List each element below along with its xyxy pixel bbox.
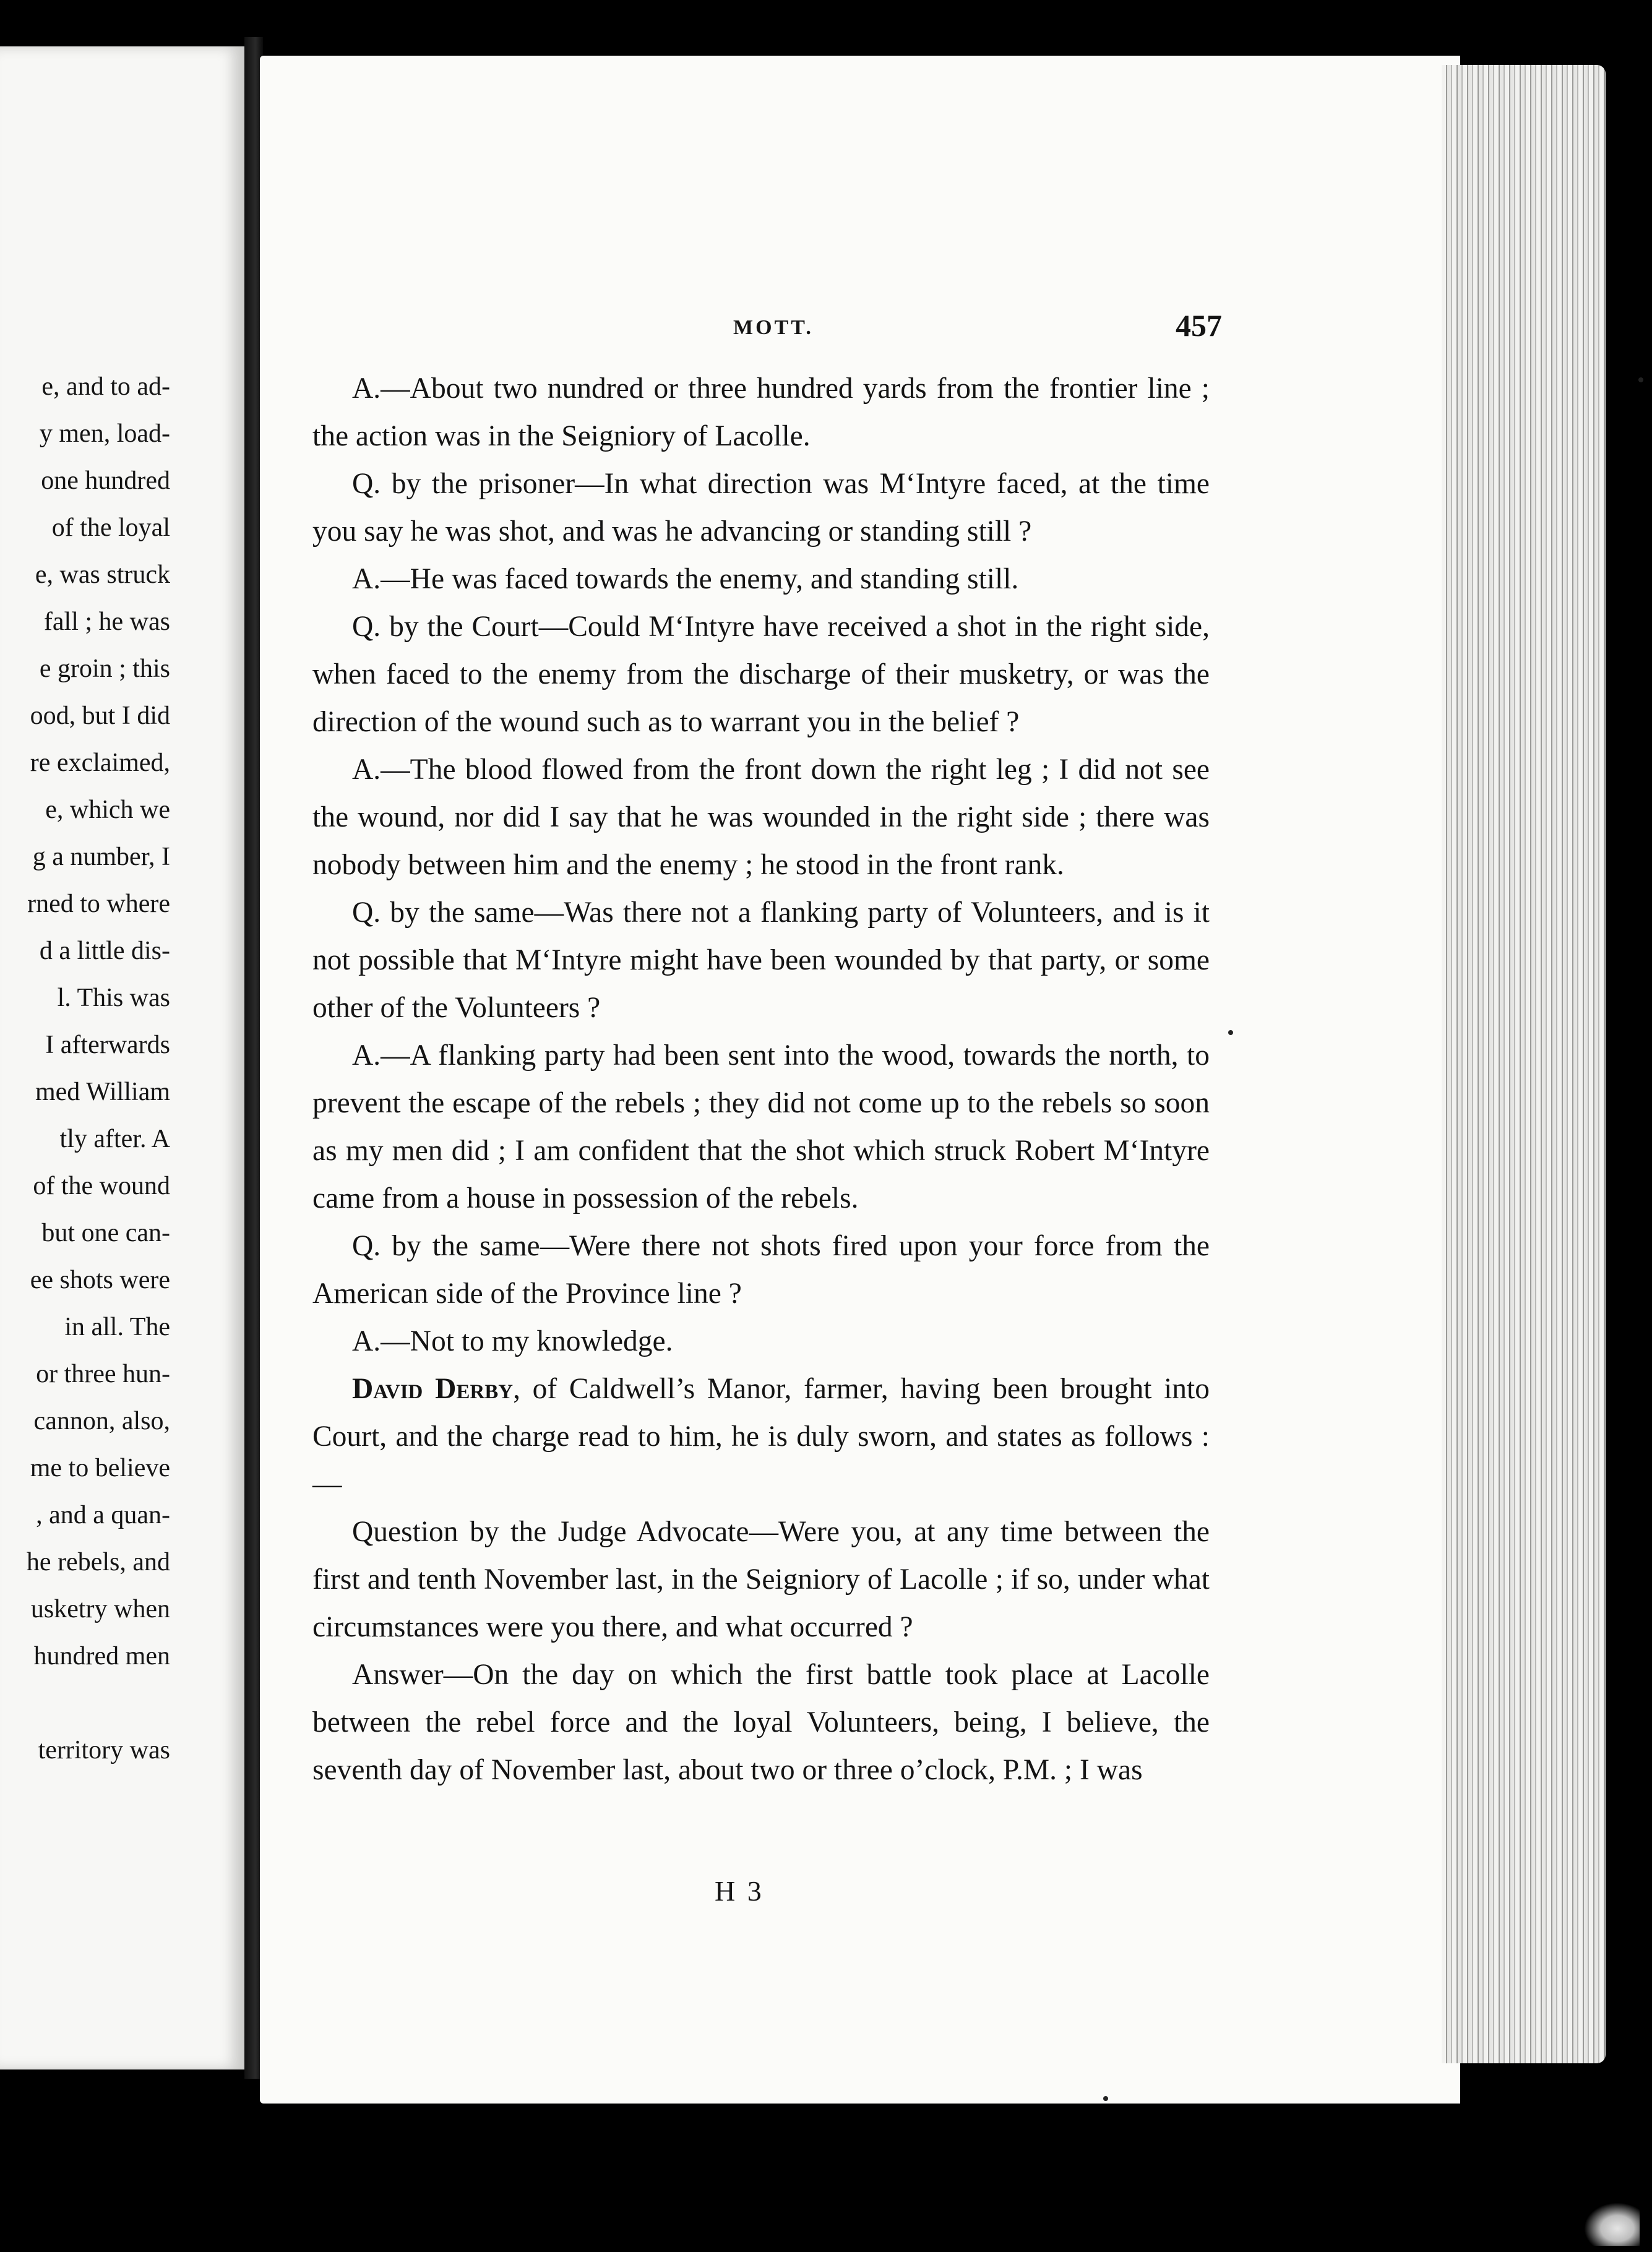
paragraph: A.—The blood flowed from the front down the right leg ; I did not see the wound, nor did I say that he was wounded in the right side ; there was nobody between him and the enemy ; he stood in the front rank. — [312, 754, 1210, 881]
previous-page-line: I afterwards — [45, 1031, 170, 1059]
witness-paragraph — [312, 1365, 1210, 1508]
paragraph: A.—He was faced towards the enemy, and standing still. — [352, 563, 1019, 595]
previous-page-line: usketry when — [30, 1595, 170, 1623]
previous-page-line: me to believe — [30, 1454, 170, 1482]
page-number: 457 — [1176, 308, 1222, 343]
speck — [1228, 1030, 1233, 1035]
previous-page-line: or three hun- — [36, 1360, 170, 1388]
previous-page-line: , and a quan- — [36, 1501, 170, 1529]
previous-page-line: rned to where — [27, 890, 170, 918]
signature-mark: H 3 — [715, 1875, 764, 1907]
previous-page-text — [0, 363, 170, 1774]
previous-page-line: l. This was — [57, 984, 170, 1012]
paragraph: Q. by the prisoner—In what direction was M‘Intyre faced, at the time you say he was shot, and was he advancing or standing still ? — [312, 468, 1210, 548]
previous-page-line: in all. The — [64, 1313, 170, 1341]
previous-page-line: of the loyal — [51, 514, 170, 542]
paragraph: Q. by the same—Was there not a flanking party of Volunteers, and is it not possible that M‘Intyre might have been wounded by that party, or some other of the Volunteers ? — [312, 896, 1210, 1024]
previous-page-line: e, was struck — [35, 561, 170, 589]
previous-page-line: y men, load- — [39, 419, 170, 448]
previous-page-line: ood, but I did — [30, 702, 170, 730]
corner-artifact — [1584, 2203, 1640, 2246]
paragraph: Question by the Judge Advocate—Were you, at any time between the first and tenth November last, in the Seigniory of Lacolle ; if so, under what circumstances were you there, and what occurred ? — [312, 1516, 1210, 1643]
previous-page-line: fall ; he was — [43, 608, 170, 636]
page-edges — [1442, 65, 1606, 2063]
paragraph: Q. by the same—Were there not shots fired upon your force from the American side of the Province line ? — [312, 1230, 1210, 1310]
previous-page-line: re exclaimed, — [30, 749, 170, 777]
paragraph: A.—About two nundred or three hundred yards from the frontier line ; the action was in the Seigniory of Lacolle. — [312, 372, 1210, 452]
speck — [1638, 377, 1643, 382]
previous-page-line: e, and to ad- — [41, 372, 170, 401]
paragraph: A.—Not to my knowledge. — [352, 1325, 673, 1357]
previous-page-line: hundred men — [33, 1642, 170, 1670]
page-text — [312, 365, 1210, 1794]
witness-intro: , of Caldwell’s Manor, farmer, having been brought into Court, and the charge read to him, he is duly sworn, and states as follows :— — [312, 1373, 1210, 1500]
previous-page-line: med William — [35, 1078, 170, 1106]
previous-page-line: one hundred — [41, 466, 170, 495]
previous-page-line: of the wound — [33, 1172, 170, 1200]
witness-name: David Derby — [352, 1373, 514, 1405]
previous-page-line: e groin ; this — [39, 655, 170, 683]
previous-page-line: e, which we — [45, 796, 170, 824]
paragraph: A.—A flanking party had been sent into the wood, towards the north, to prevent the escape of the rebels ; they did not come up to the rebels so soon as my men did ; I am confident that the shot which struck Robert M‘Intyre came from a house in possession of the rebels. — [312, 1039, 1210, 1214]
previous-page-line: g a number, I — [32, 843, 170, 871]
previous-page-line: cannon, also, — [33, 1407, 170, 1435]
page-header — [312, 307, 1222, 351]
paragraph: Q. by the Court—Could M‘Intyre have received a shot in the right side, when faced to the enemy from the discharge of their musketry, or was the direction of the wound such as to warrant you in the belief ? — [312, 611, 1210, 738]
previous-page-line — [0, 1680, 170, 1727]
previous-page-line: but one can- — [41, 1219, 170, 1247]
previous-page-line: he rebels, and — [26, 1548, 170, 1576]
paragraph: Answer—On the day on which the first battle took place at Lacolle between the rebel force and the loyal Volunteers, being, I believe, the seventh day of November last, about two or three o’clock, P.M. ; I was — [312, 1659, 1210, 1786]
previous-page — [0, 46, 244, 2069]
previous-page-line: d a little dis- — [39, 937, 170, 965]
previous-page-line: territory was — [38, 1736, 170, 1764]
running-head: MOTT. — [733, 316, 814, 339]
previous-page-line: ee shots were — [30, 1266, 170, 1294]
speck — [1103, 2096, 1108, 2101]
previous-page-line: tly after. A — [59, 1125, 170, 1153]
